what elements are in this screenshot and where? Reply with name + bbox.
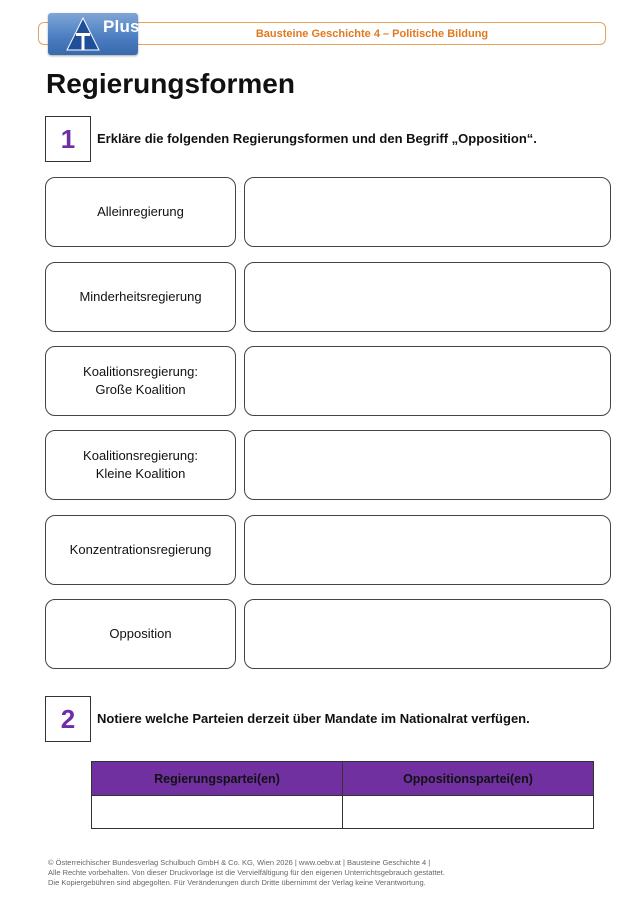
series-title: Bausteine Geschichte 4 – Politische Bildung [255,27,489,40]
publisher-logo [48,13,138,55]
answer-box[interactable] [244,346,611,416]
term-box-konzentrationsregierung [45,515,236,585]
column-header-government: Regierungspartei(en) [92,762,343,796]
footer-line: Alle Rechte vorbehalten. Von dieser Druckvorlage ist die Vervielfältigung für den eigenen Unterrichtsgebrauch gestattet. [48,868,445,877]
term-box-alleinregierung [45,177,236,247]
term-label: Alleinregierung [97,204,184,219]
task-2-instruction: Notiere welche Parteien derzeit über Mandate im Nationalrat verfügen. [97,711,530,726]
opposition-parties-cell[interactable] [343,796,594,829]
term-box-opposition [45,599,236,669]
task-number-1: 1 [45,116,91,162]
task-1-instruction: Erkläre die folgenden Regierungsformen und den Begriff „Opposition“. [97,131,537,146]
term-label-sub: Kleine Koalition [95,466,186,481]
government-parties-cell[interactable] [92,796,343,829]
logo-text: Plus [103,17,140,36]
answer-box[interactable] [244,262,611,332]
table-header-row [92,762,594,796]
term-label: Koalitionsregierung: [83,364,198,379]
page-title: Regierungsformen [46,68,295,99]
term-box-grosse-koalition [45,346,236,416]
term-label-sub: Große Koalition [95,382,186,397]
term-box-kleine-koalition [45,430,236,500]
copyright-footer [48,858,445,888]
term-box-minderheitsregierung [45,262,236,332]
answer-box[interactable] [244,599,611,669]
answer-box[interactable] [244,515,611,585]
column-header-opposition: Oppositionspartei(en) [343,762,594,796]
term-label: Konzentrationsregierung [69,542,212,557]
footer-line: © Österreichischer Bundesverlag Schulbuch GmbH & Co. KG, Wien 2026 | www.oebv.at | Bausteine Geschichte 4 | [48,858,431,867]
footer-line: Die Kopiergebühren sind abgegolten. Für Veränderungen durch Dritte übernimmt der Verlag keine Verantwortung. [48,878,426,887]
answer-box[interactable] [244,430,611,500]
term-label: Minderheitsregierung [79,289,202,304]
party-table [91,761,594,829]
term-label: Koalitionsregierung: [83,448,198,463]
term-label: Opposition [109,626,172,641]
answer-box[interactable] [244,177,611,247]
task-number-2: 2 [45,696,91,742]
table-row [92,796,594,829]
triangle-logo-icon [66,17,100,51]
